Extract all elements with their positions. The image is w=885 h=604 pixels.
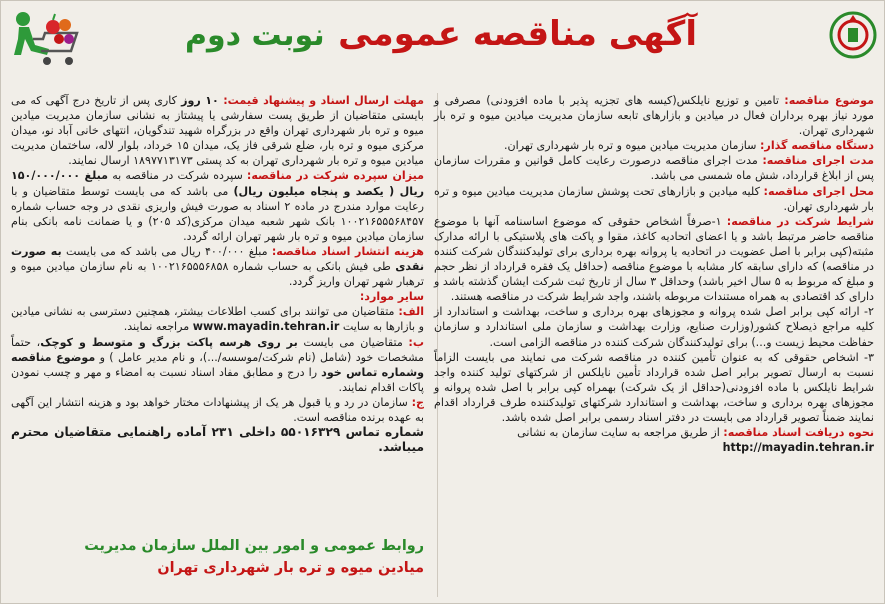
document-url-line [434, 440, 874, 455]
left-column [11, 93, 424, 455]
other-item-alef: الف: متقاضیان می توانند برای کسب اطلاعات بیشتر، همچنین دسترسی به نشانی میادین و بازارها به سایت www.mayadin.tehran.ir مراجعه نمایند. [11, 305, 424, 334]
title-main: آگهی مناقصه عمومی [338, 14, 697, 54]
condition-2: ۲- ارائه کپی برابر اصل شده پروانه و مجوزهای بهره برداری و ساخت، بهداشت و استاندارد از کلیه مراجع ذیصلاح کشور(وزارت صنایع، وزارت بهداشت و سازمان ملی استاندارد و سازمان حفاظت محیط زیست و...) برای تولیدکنندگان شرکت کننده در مناقصه الزامی است. [434, 305, 874, 349]
tender-subject: موضوع مناقصه: تامین و توزیع نایلکس(کیسه های تجزیه پذیر با ماده افزودنی) مصرفی و مورد نیاز بهره برداران فعال در میادین و بازارهای تابعه سازمان مدیریت میادین میوه و تره بار شهرداری تهران. [434, 94, 874, 138]
footer-signature [11, 535, 424, 579]
other-item-b: ب: متقاضیان می بایست بر روی هرسه پاکت بزرگ و متوسط و کوچک، حتماً مشخصات خود (شامل (نام شرکت/موسسه/...)، و نام مدیر عامل ) و موضوع مناقصه وشماره تماس خود را درج و مطابق مفاد اسناد نسبت به امضاء و مهر و چسب نمودن پاکات اقدام نمایند. [11, 335, 425, 394]
footer-line-2: میادین میوه و تره بار شهرداری تهران [157, 560, 424, 576]
right-column [434, 93, 874, 455]
document-url[interactable]: http://mayadin.tehran.ir [722, 441, 874, 455]
submission-deadline: مهلت ارسال اسناد و پیشنهاد قیمت: ۱۰ روز کاری پس از تاریخ درج آگهی که می بایستی متقاضیان از طریق پست سفارشی یا پیشتاز به نشانی سازمان مدیریت میادین میوه و تره بار شهرداری تهران واقع در بزرگراه شهید تندگویان، انتهای خانی آباد نو، میدان مرکزی میوه و تره بار، ضلع شرقی فاز یک، میدان ۱۵ خرداد، بلوار لاله، ساختمان مدیریت میادین میوه و تره بار شهرداری تهران به کد پستی ۱۸۹۷۷۱۳۱۷۳ ارسال نمایند. [11, 94, 425, 168]
title-sub: نوبت دوم [185, 18, 325, 53]
fruit-cart-icon [9, 9, 81, 71]
website-link[interactable]: www.mayadin.tehran.ir [192, 320, 340, 334]
publication-fee: هزینه انتشار اسناد مناقصه: مبلغ ۴۰۰/۰۰۰ ریال می باشد که می بایست به صورت نقدی طی فیش بانکی به حساب شماره ۱۰۰۲۱۶۵۵۵۶۸۵۸ به نام سازمان میادین میوه و ترهبار شهر تهران واریز گردد. [11, 244, 425, 289]
tender-location: محل اجرای مناقصه: کلیه میادین و بازارهای تحت پوشش سازمان مدیریت میادین میوه و تره بار شهرداری تهران. [434, 184, 874, 213]
deposit-amount: میزان سپرده شرکت در مناقصه: سپرده شرکت در مناقصه به مبلغ ۱۵۰/۰۰۰/۰۰۰ ریال ( یکصد و پنجاه میلیون ریال) می باشد که می بایست توسط متقاضیان و با رعایت موارد مندرج در ماده ۲ اسناد به صورت فیش واریزی نقدی در وجه حساب شماره ۱۰۰۲۱۶۵۵۵۶۸۴۵۷ بانک شهر شعبه میدان مرکزی(کد ۲۰۵) و یا ضمانت نامه بانکی بنام سازمان میادین میوه و تره بار شهر تهران ارائه گردد. [11, 169, 425, 243]
tendering-organization: دستگاه مناقصه گذار: سازمان مدیریت میادین میوه و تره بار شهرداری تهران. [503, 139, 874, 153]
tender-duration: مدت اجرای مناقصه: مدت اجرای مناقصه درصورت رعایت کامل قوانین و مقررات سازمان پس از ابلاغ قرارداد، شش ماه شمسی می باشد. [434, 154, 874, 183]
other-items-heading: سایر موارد: [359, 290, 424, 304]
footer-line-1: روابط عمومی و امور بین الملل سازمان مدیریت [84, 538, 424, 554]
other-item-j: ج: سازمان در رد و یا قبول هر یک از پیشنهادات مختار خواهد بود و هزینه انتشار این آگهی به عهده برنده مناقصه است. [11, 395, 424, 424]
page-title [181, 5, 701, 63]
tehran-municipality-logo-icon [828, 9, 878, 61]
condition-3: ۳- اشخاص حقوقی که به عنوان تأمین کننده در مناقصه شرکت می نمایند می بایست الزاماً نسبت به ارسال تصویر برابر اصل شده قرارداد تأمین نایلکس از شرکتهای تولید کننده واجد شرایط نایلکس با ماده افزودنی(حداقل از یک شرکت) بهمراه کپی برابر با اصل شده پروانه و مجوزهای بهره برداری و ساخت، بهداشت و استاندارد شرکتهای تولیدکننده طرف قرارداد اقدام نمایند ضمناً تصویر قرارداد می بایست در دفتر اسناد رسمی برابر اصل شده باشد. [434, 350, 874, 424]
document-retrieval: نحوه دریافت اسناد مناقصه: از طریق مراجعه به سایت سازمان به نشانی [517, 426, 874, 440]
participation-conditions: شرایط شرکت در مناقصه: ۱-صرفاً اشخاص حقوقی که موضوع اساسنامه آنها با موضوع مناقصه حاضر مرتبط باشد و یا اعضای اتحادیه کاغذ، مقوا و پاکت های پلاستیکی با ارائه مدارک مثبته(کپی برابر با اصل عضویت در اتحادیه یا پروانه بهره برداری برای تولیدکنندگان شرکت کننده در مناقصه) که دارای سابقه کار مشابه با موضوع مناقصه (حداقل یک فقره قرارداد از نظر حجم و مبلغ که مربوط به ۵ سال اخیر باشد) وحداقل ۳ سال از تاریخ ثبت شرکت ایشان گذشته باشد و دارای کد اقتصادی به همراه مستندات مربوطه باشند، واجد شرایط شرکت در مناقصه هستند. [434, 214, 874, 304]
contact-info: شماره تماس ۵۵۰۱۶۳۲۹ داخلی ۲۳۱ آماده راهنمایی متقاضیان محترم میباشد. [11, 425, 424, 455]
